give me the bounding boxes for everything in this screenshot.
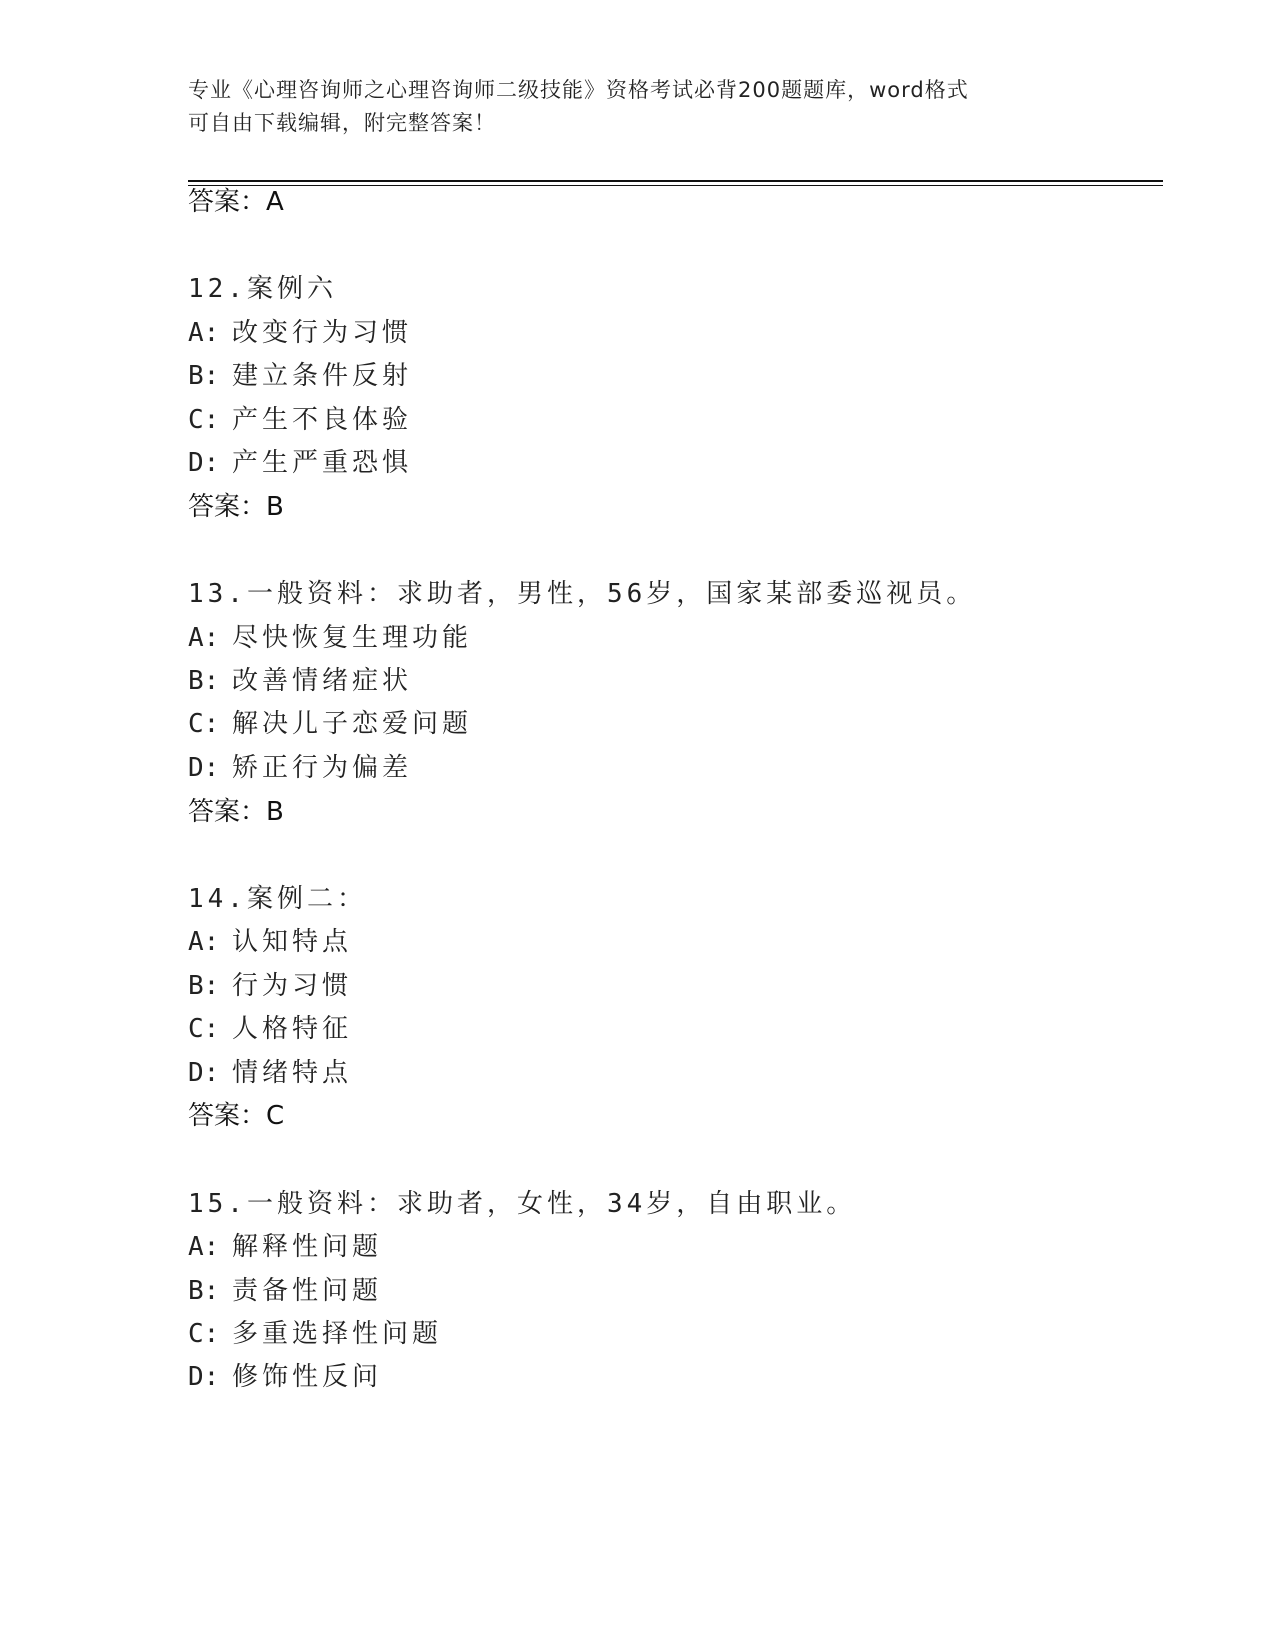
- option-text: 情绪特点: [232, 1058, 353, 1088]
- option-text: 行为习惯: [232, 971, 353, 1001]
- question-12-option-b: [188, 359, 412, 393]
- option-letter: B:: [188, 971, 220, 1001]
- question-12-answer: 答案：B: [188, 492, 284, 522]
- option-text: 建立条件反射: [232, 361, 413, 391]
- option-letter: A:: [188, 318, 220, 348]
- question-12-option-c: [188, 403, 412, 437]
- option-text: 解释性问题: [232, 1232, 383, 1262]
- option-letter: C:: [188, 1014, 220, 1044]
- option-letter: A:: [188, 623, 220, 653]
- question-14-option-b: [188, 969, 352, 1003]
- question-15-option-c: [188, 1317, 442, 1351]
- option-text: 人格特征: [232, 1014, 353, 1044]
- option-letter: B:: [188, 361, 220, 391]
- option-letter: C:: [188, 405, 220, 435]
- question-12-title: 12.案例六: [188, 274, 337, 304]
- option-letter: D:: [188, 1362, 220, 1392]
- question-15-option-b: [188, 1274, 382, 1308]
- option-text: 解决儿子恋爱问题: [232, 709, 473, 739]
- option-letter: D:: [188, 448, 220, 478]
- option-letter: D:: [188, 753, 220, 783]
- previous-answer: 答案：A: [188, 187, 284, 217]
- option-letter: C:: [188, 709, 220, 739]
- question-14-option-c: [188, 1012, 352, 1046]
- document-header: [188, 74, 1108, 140]
- header-line-2: 可自由下载编辑，附完整答案！: [188, 111, 496, 135]
- question-12-option-a: [188, 316, 412, 350]
- question-13-option-c: [188, 707, 472, 741]
- option-letter: A:: [188, 927, 220, 957]
- option-letter: D:: [188, 1058, 220, 1088]
- option-text: 产生不良体验: [232, 405, 413, 435]
- question-15-option-d: [188, 1360, 382, 1394]
- header-rule-thin: [188, 185, 1163, 186]
- question-13-answer: 答案：B: [188, 797, 284, 827]
- option-text: 尽快恢复生理功能: [232, 623, 473, 653]
- option-text: 产生严重恐惧: [232, 448, 413, 478]
- question-15-option-a: [188, 1230, 382, 1264]
- option-text: 责备性问题: [232, 1276, 383, 1306]
- question-14-option-d: [188, 1056, 352, 1090]
- option-text: 多重选择性问题: [232, 1319, 443, 1349]
- option-text: 改变行为习惯: [232, 318, 413, 348]
- option-text: 认知特点: [232, 927, 353, 957]
- option-text: 改善情绪症状: [232, 666, 413, 696]
- question-14-option-a: [188, 925, 352, 959]
- option-letter: B:: [188, 666, 220, 696]
- option-text: 矫正行为偏差: [232, 753, 413, 783]
- option-text: 修饰性反问: [232, 1362, 383, 1392]
- question-13-title: 13.一般资料：求助者，男性，56岁，国家某部委巡视员。: [188, 579, 977, 609]
- question-13-option-b: [188, 664, 412, 698]
- option-letter: A:: [188, 1232, 220, 1262]
- question-13-option-d: [188, 751, 412, 785]
- question-13-option-a: [188, 621, 472, 655]
- option-letter: C:: [188, 1319, 220, 1349]
- header-line-1: 专业《心理咨询师之心理咨询师二级技能》资格考试必背200题题库，word格式: [188, 78, 969, 102]
- question-15-title: 15.一般资料：求助者，女性，34岁，自由职业。: [188, 1189, 857, 1219]
- option-letter: B:: [188, 1276, 220, 1306]
- question-14-title: 14.案例二：: [188, 884, 367, 914]
- question-12-option-d: [188, 446, 412, 480]
- header-rule-thick: [188, 180, 1163, 182]
- question-14-answer: 答案：C: [188, 1101, 285, 1131]
